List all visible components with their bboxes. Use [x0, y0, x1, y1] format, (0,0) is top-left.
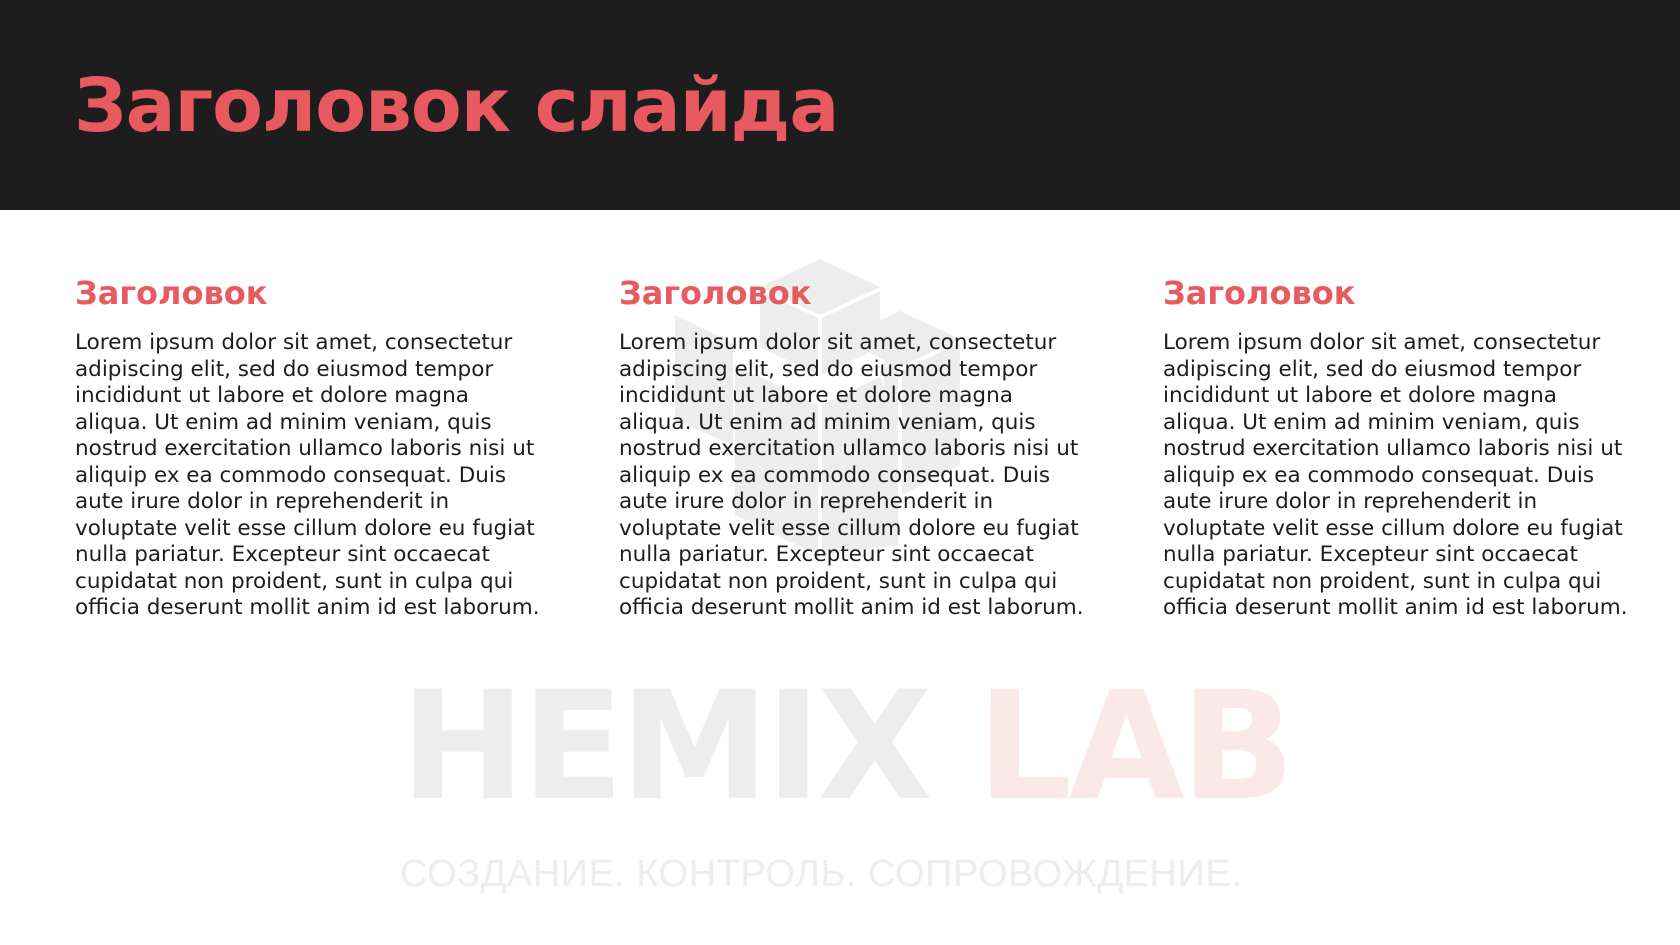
column-body-text: Lorem ipsum dolor sit amet, consectetur adipiscing elit, sed do eiusmod tempor incididunt ut labore et dolore magna aliqua. Ut enim ad minim veniam, quis nostrud exercitation ullamco laboris nisi ut aliquip ex ea commodo consequat. Duis aute irure dolor in reprehenderit in voluptate velit esse cillum dolore eu fugiat nulla pariatur. Excepteur sint occaecat cupidatat non proident, sunt in culpa qui officia deserunt mollit anim id est laborum.	[1163, 330, 1628, 620]
slide-title: Заголовок слайда	[74, 63, 839, 149]
column-heading: Заголовок	[1163, 274, 1356, 312]
text-column-3	[1163, 272, 1633, 622]
watermark-brand	[400, 660, 1291, 834]
watermark-tagline: СОЗДАНИЕ. КОНТРОЛЬ. СОПРОВОЖДЕНИЕ.	[400, 853, 1243, 895]
watermark-brand-part1: HEMIX	[400, 660, 929, 834]
column-body-text: Lorem ipsum dolor sit amet, consectetur adipiscing elit, sed do eiusmod tempor incididunt ut labore et dolore magna aliqua. Ut enim ad minim veniam, quis nostrud exercitation ullamco laboris nisi ut aliquip ex ea commodo consequat. Duis aute irure dolor in reprehenderit in voluptate velit esse cillum dolore eu fugiat nulla pariatur. Excepteur sint occaecat cupidatat non proident, sunt in culpa qui officia deserunt mollit anim id est laborum.	[619, 330, 1084, 620]
column-body-text: Lorem ipsum dolor sit amet, consectetur adipiscing elit, sed do eiusmod tempor incididunt ut labore et dolore magna aliqua. Ut enim ad minim veniam, quis nostrud exercitation ullamco laboris nisi ut aliquip ex ea commodo consequat. Duis aute irure dolor in reprehenderit in voluptate velit esse cillum dolore eu fugiat nulla pariatur. Excepteur sint occaecat cupidatat non proident, sunt in culpa qui officia deserunt mollit anim id est laborum.	[75, 330, 540, 620]
column-heading: Заголовок	[75, 274, 268, 312]
text-column-1	[75, 272, 545, 622]
header-bar	[0, 0, 1680, 210]
text-column-2	[619, 272, 1089, 622]
column-heading: Заголовок	[619, 274, 812, 312]
watermark-brand-part2: LAB	[976, 660, 1291, 834]
